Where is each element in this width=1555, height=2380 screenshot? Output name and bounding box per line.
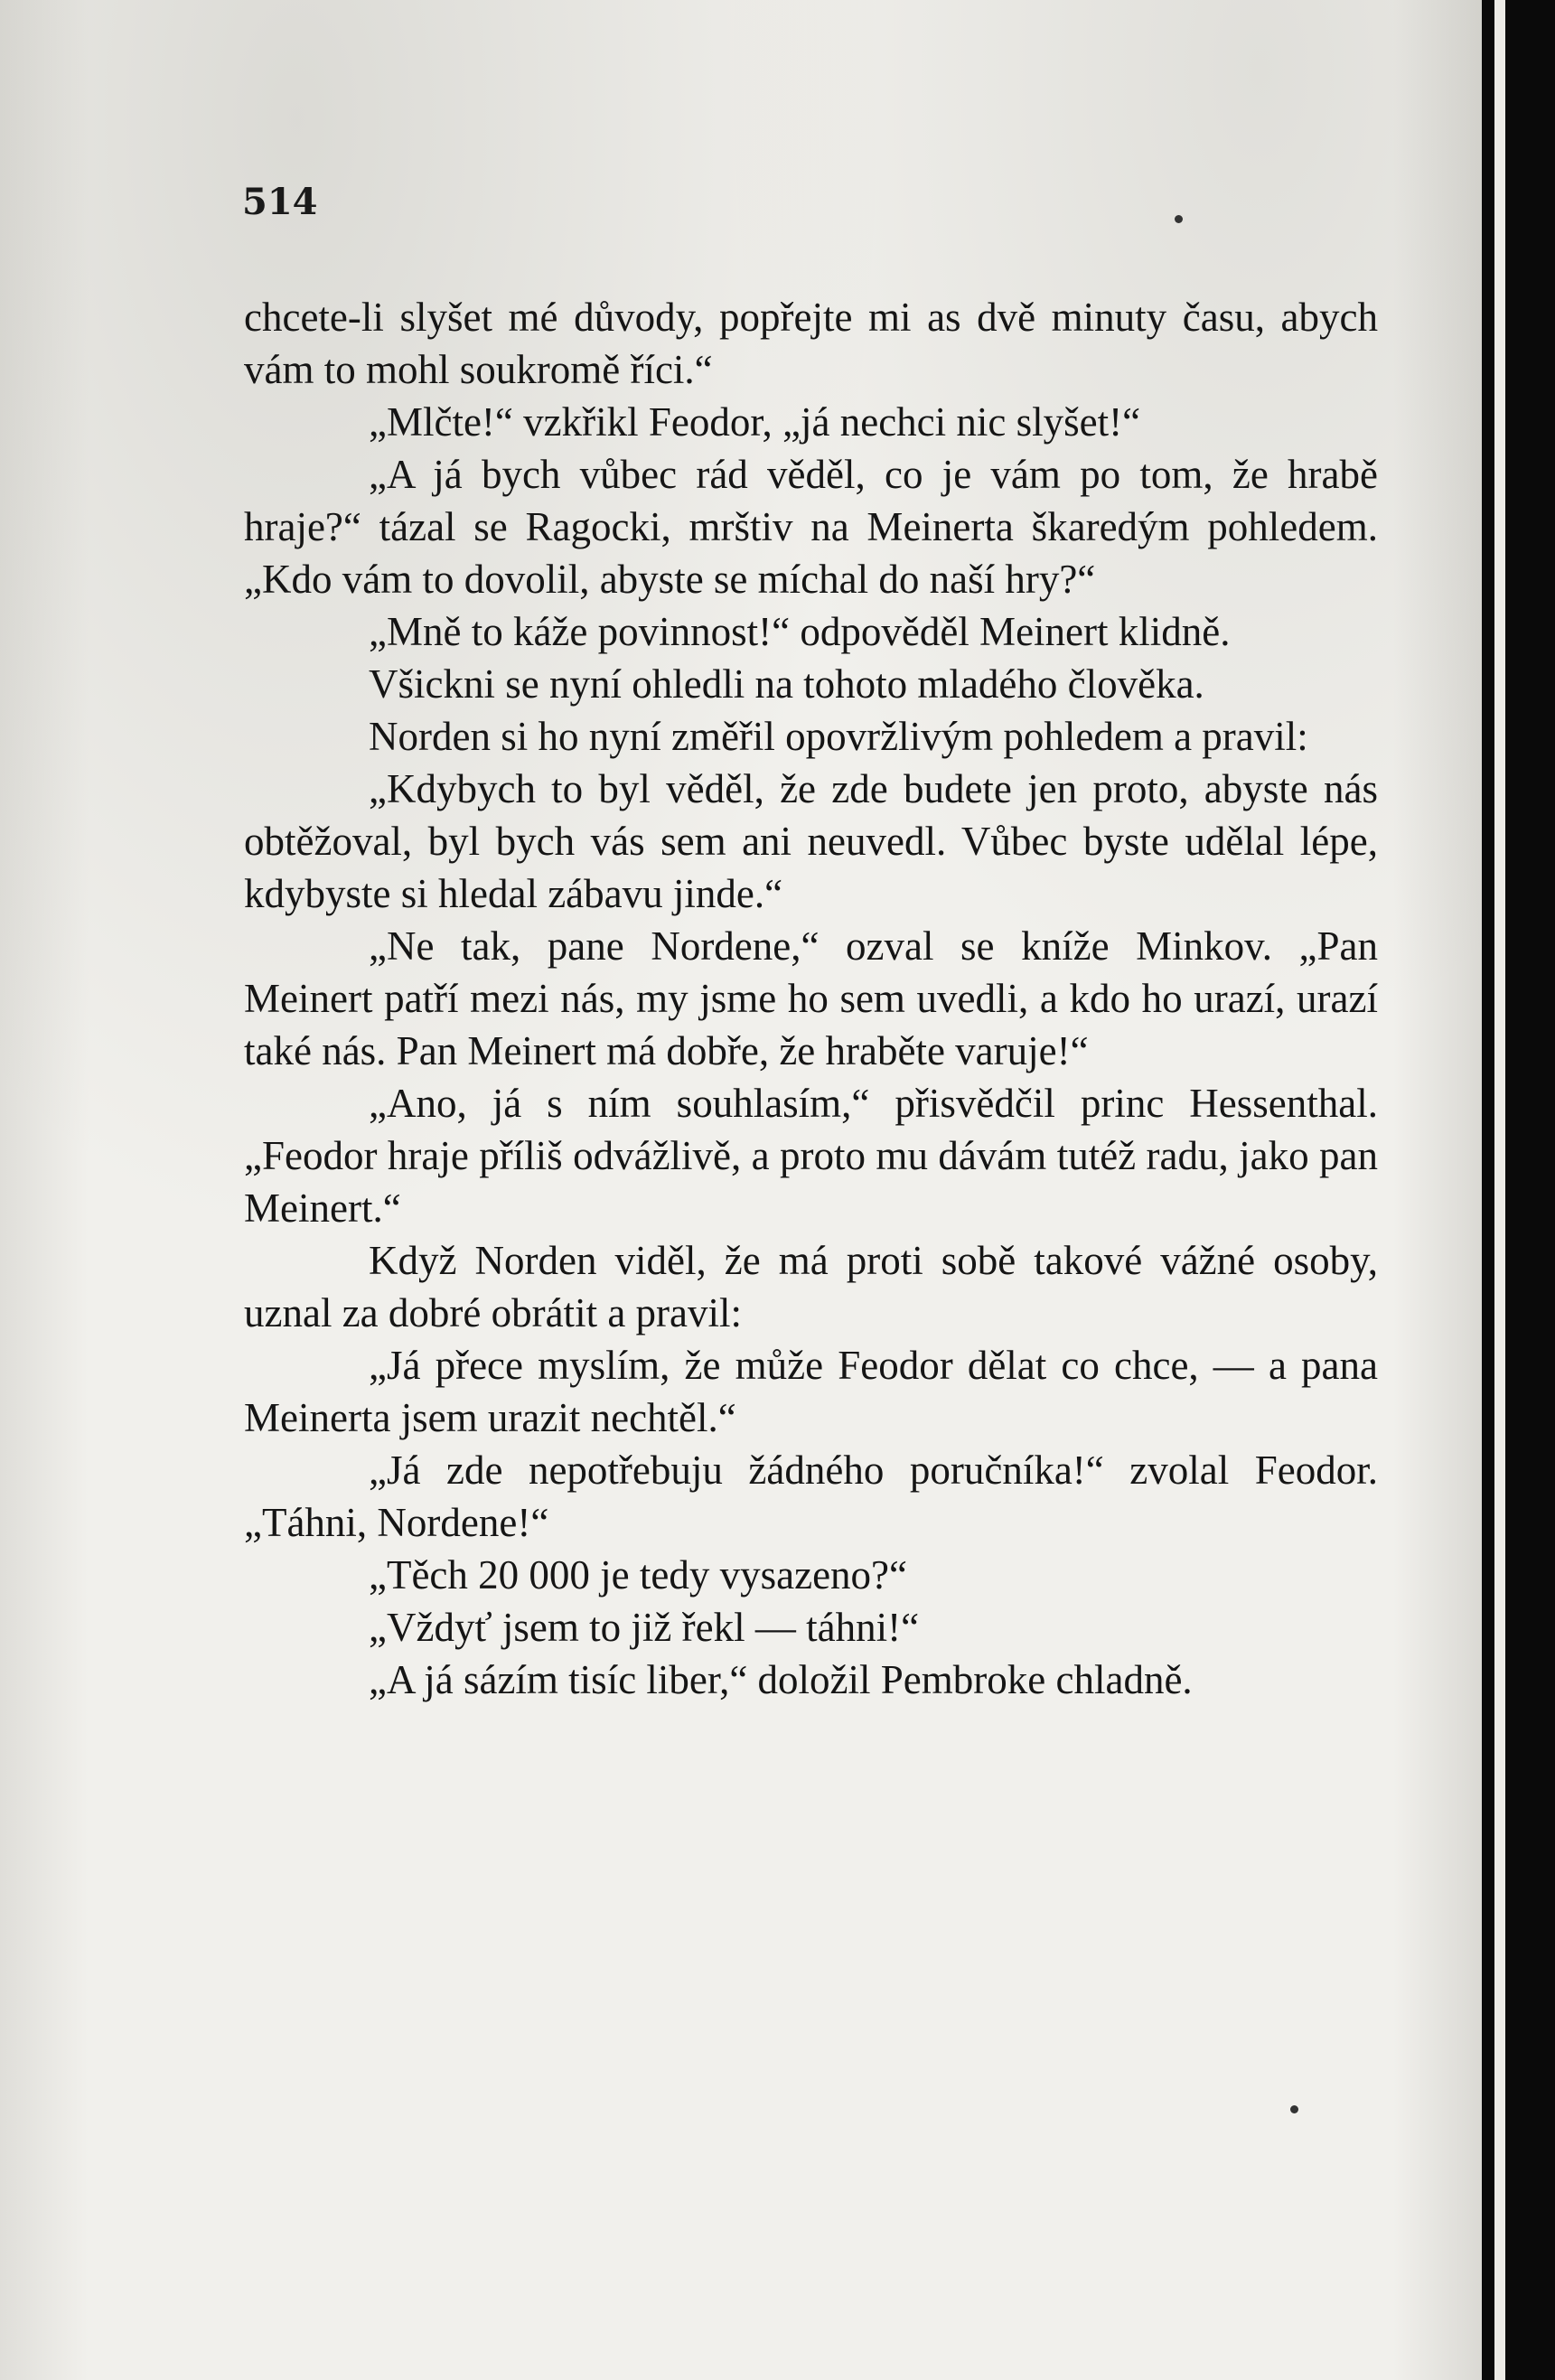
paragraph: „Já přece myslím, že může Feodor dělat co chce, — a pana Meinerta jsem urazit nechtěl.“ — [244, 1343, 1378, 1440]
page-number: 514 — [242, 181, 318, 223]
speck-mark — [1290, 2105, 1298, 2113]
paragraph: „Těch 20 000 je tedy vysazeno?“ — [369, 1552, 907, 1598]
paragraph: „Kdybych to byl věděl, že zde budete jen proto, abyste nás obtěžoval, byl bych vás sem ani neuvedl. Vůbec byste udělal lépe, kdybyste si hledal zábavu jinde.“ — [244, 766, 1378, 916]
paragraph: Všickni se nyní ohledli na tohoto mladého člověka. — [369, 661, 1204, 707]
speck-mark — [1175, 215, 1183, 223]
body-text — [244, 291, 1378, 1706]
paragraph: „A já sázím tisíc liber,“ doložil Pembroke chladně. — [369, 1657, 1193, 1702]
paragraph: „Ano, já s ním souhlasím,“ přisvědčil princ Hessenthal. „Feodor hraje příliš odvážlivě, a proto mu dávám tutéž radu, jako pan Meinert.“ — [244, 1081, 1378, 1231]
paragraph: „Mlčte!“ vzkřikl Feodor, „já nechci nic slyšet!“ — [369, 399, 1141, 445]
paragraph: „A já bych vůbec rád věděl, co je vám po tom, že hrabě hraje?“ tázal se Ragocki, mrštiv na Meinerta škaredým pohledem. „Kdo vám to dovolil, abyste se míchal do naší hry?“ — [244, 452, 1378, 602]
paragraph: Norden si ho nyní změřil opovržlivým pohledem a pravil: — [369, 714, 1308, 759]
paragraph: chcete-li slyšet mé důvody, popřejte mi as dvě minuty času, abych vám to mohl soukromě říci.“ — [244, 295, 1378, 392]
paragraph: „Ne tak, pane Nordene,“ ozval se kníže Minkov. „Pan Meinert patří mezi nás, my jsme ho sem uvedli, a kdo ho urazí, urazí také nás. Pan Meinert má dobře, že hraběte varuje!“ — [244, 923, 1378, 1073]
paragraph: „Vždyť jsem to již řekl — táhni!“ — [369, 1605, 920, 1650]
paragraph: Když Norden viděl, že má proti sobě takové vážné osoby, uznal za dobré obrátit a pravil: — [244, 1238, 1378, 1335]
paragraph: „Já zde nepotřebuju žádného poručníka!“ zvolal Feodor. „Táhni, Nordene!“ — [244, 1448, 1378, 1545]
paragraph: „Mně to káže povinnost!“ odpověděl Meinert klidně. — [369, 609, 1231, 654]
next-page-edge — [1494, 0, 1505, 2380]
